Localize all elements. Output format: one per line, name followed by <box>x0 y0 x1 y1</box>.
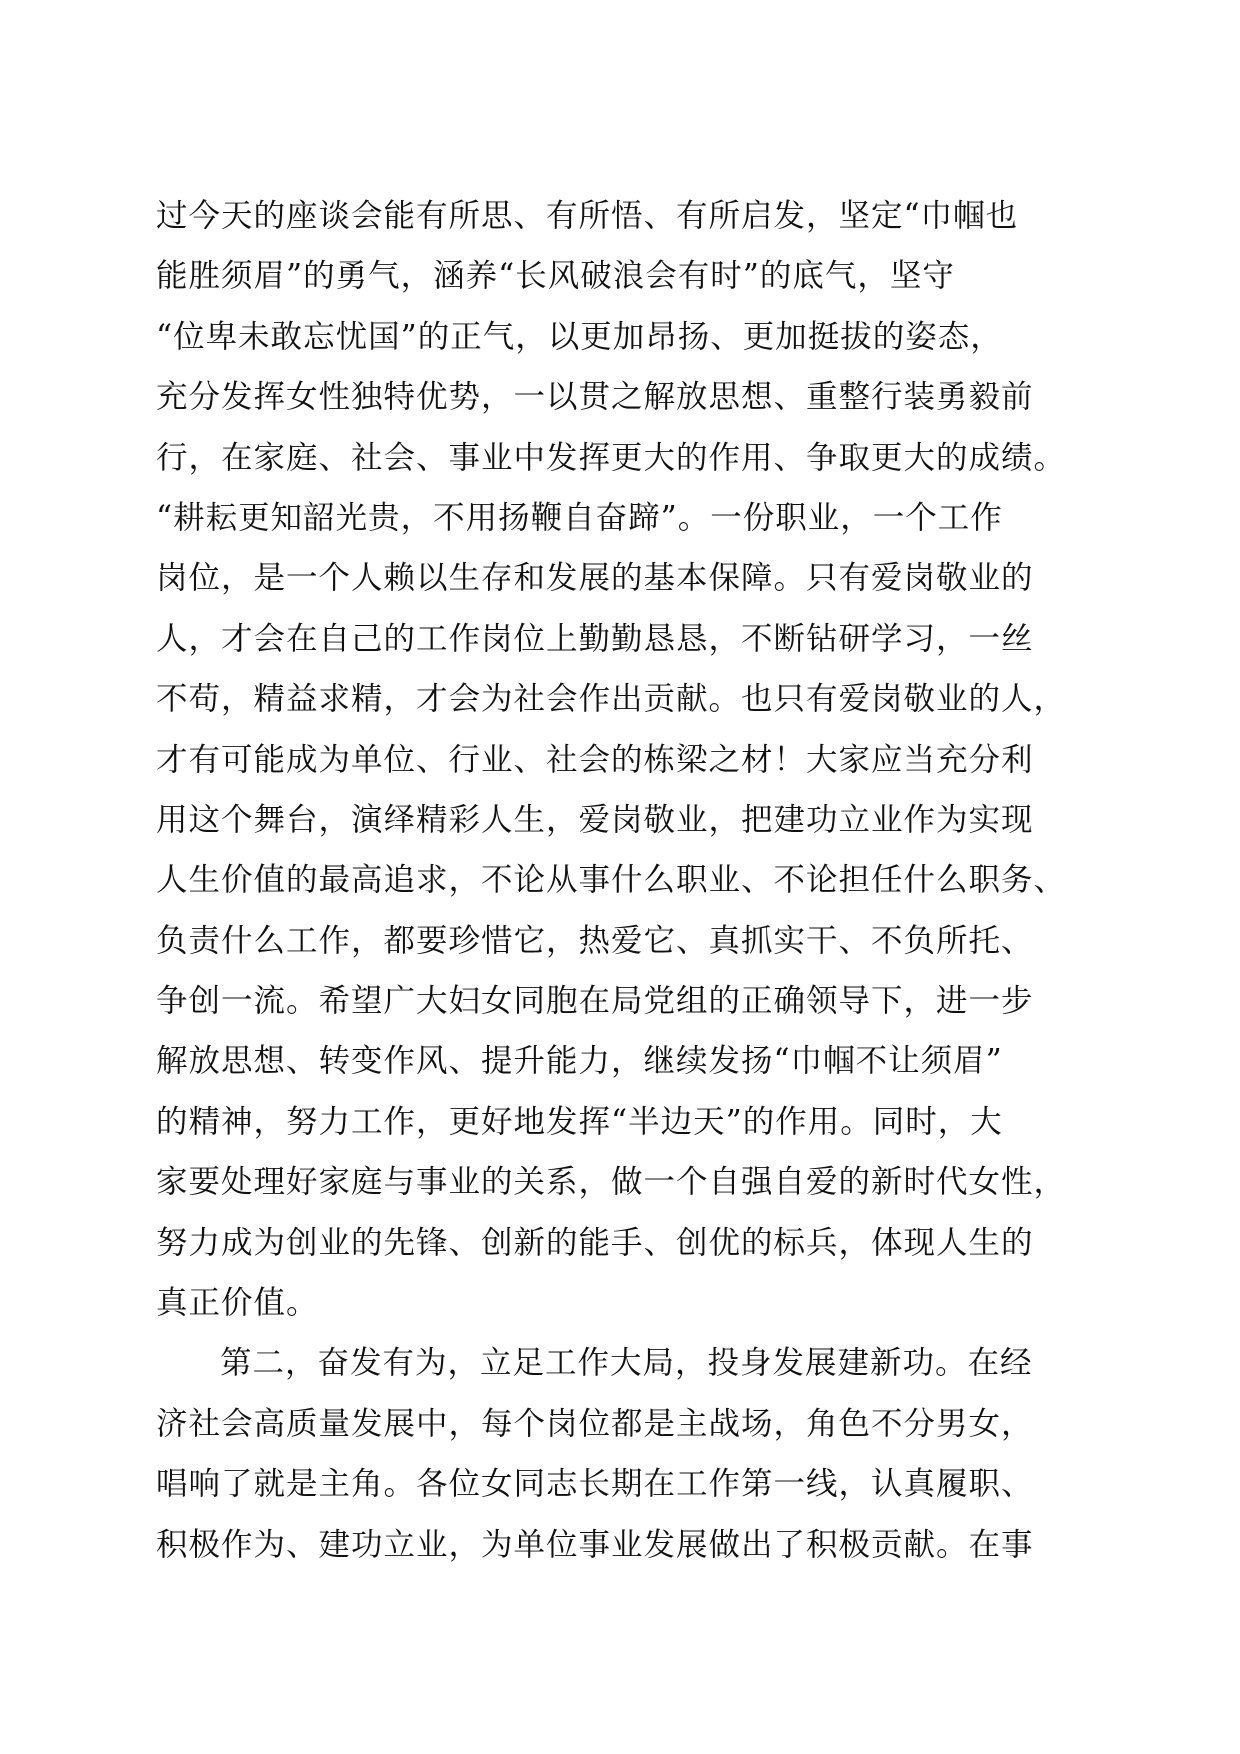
text-line: 人生价值的最高追求，不论从事什么职业、不论担任什么职务、 <box>156 862 1067 899</box>
text-line: 济社会高质量发展中，每个岗位都是主战场，角色不分男女， <box>156 1405 1034 1442</box>
text-line: 努力成为创业的先锋、创新的能手、创优的标兵，体现人生的 <box>156 1224 1034 1261</box>
text-line: 负责什么工作，都要珍惜它，热爱它、真抓实干、不负所托、 <box>156 922 1034 959</box>
paragraph-start-line: 第二，奋发有为，立足工作大局，投身发展建新功。在经 <box>220 1345 1033 1382</box>
text-line: “位卑未敢忘忧国”的正气，以更加昂扬、更加挺拔的姿态， <box>156 318 1003 355</box>
text-line: 才有可能成为单位、行业、社会的栋梁之材！大家应当充分利 <box>156 741 1034 778</box>
text-line: 人，才会在自己的工作岗位上勤勤恳恳，不断钻研学习，一丝 <box>156 620 1034 657</box>
text-line: 岗位，是一个人赖以生存和发展的基本保障。只有爱岗敬业的 <box>156 560 1034 597</box>
text-line: 充分发挥女性独特优势，一以贯之解放思想、重整行装勇毅前 <box>156 379 1034 416</box>
text-line: 行，在家庭、社会、事业中发挥更大的作用、争取更大的成绩。 <box>156 439 1067 476</box>
text-line: “耕耘更知韶光贵，不用扬鞭自奋蹄”。一份职业，一个工作 <box>156 499 1003 536</box>
text-line: 用这个舞台，演绎精彩人生，爱岗敬业，把建功立业作为实现 <box>156 801 1034 838</box>
text-line: 积极作为、建功立业，为单位事业发展做出了积极贡献。在事 <box>156 1526 1034 1563</box>
text-line: 解放思想、转变作风、提升能力，继续发扬“巾帼不让须眉” <box>156 1043 1003 1080</box>
text-line: 唱响了就是主角。各位女同志长期在工作第一线，认真履职、 <box>156 1466 1034 1503</box>
text-line: 真正价值。 <box>156 1285 319 1322</box>
text-line: 过今天的座谈会能有所思、有所悟、有所启发，坚定“巾帼也 <box>156 198 1019 234</box>
text-line: 争创一流。希望广大妇女同胞在局党组的正确领导下，进一步 <box>156 983 1034 1020</box>
text-line: 家要处理好家庭与事业的关系，做一个自强自爱的新时代女性， <box>156 1164 1067 1201</box>
text-line: 不苟，精益求精，才会为社会作出贡献。也只有爱岗敬业的人， <box>156 681 1067 718</box>
text-line: 的精神，努力工作，更好地发挥“半边天”的作用。同时，大 <box>156 1103 1003 1140</box>
body-text <box>156 186 1086 1575</box>
text-line: 能胜须眉”的勇气，涵养“长风破浪会有时”的底气，坚守 <box>156 258 955 295</box>
